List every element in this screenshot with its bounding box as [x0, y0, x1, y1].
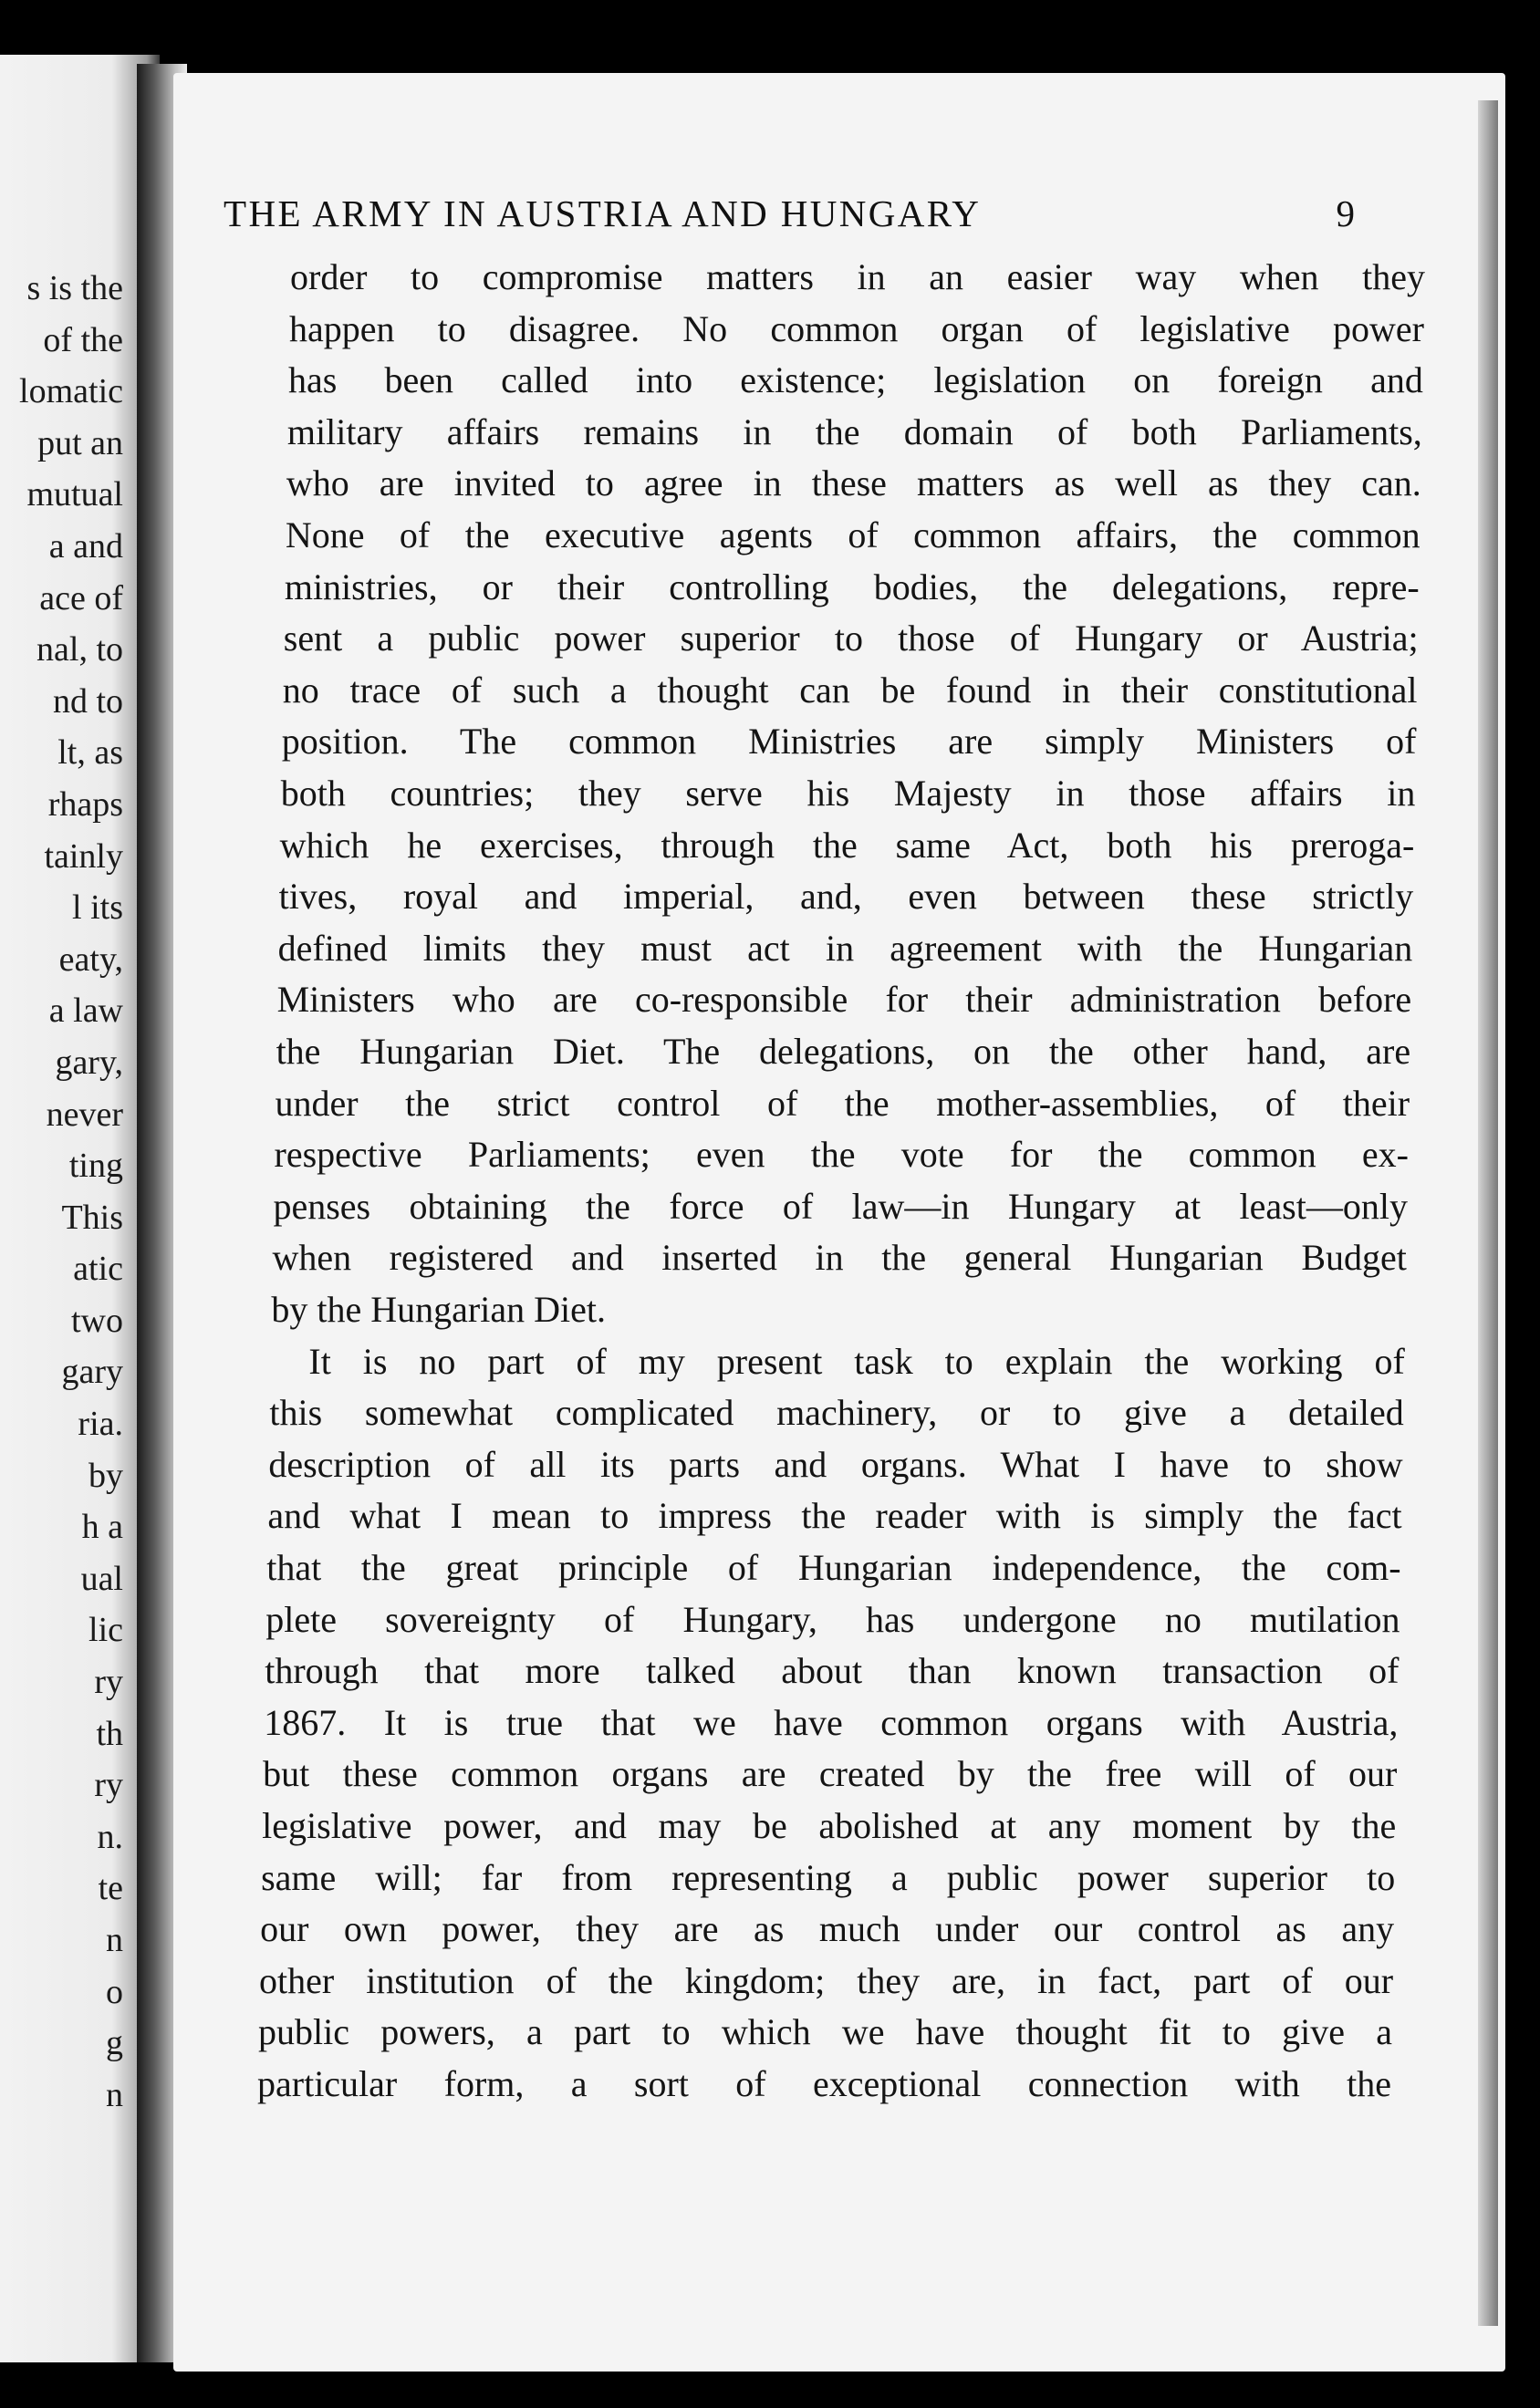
left-page-fragment: ry [94, 1766, 123, 1805]
text-line: who are invited to agree in these matters as well as they can. [286, 462, 1421, 504]
text-line: through that more talked about than known transaction of [265, 1650, 1400, 1692]
left-page-fragment: ace of [39, 578, 123, 618]
left-page-fragment: o [106, 1972, 123, 2011]
text-line: 1867. It is true that we have common organs with Austria, [264, 1701, 1399, 1743]
left-page-fragment: a law [48, 991, 123, 1031]
left-page-fragment: ry [94, 1663, 123, 1702]
text-line: description of all its parts and organs. What I have to show [268, 1443, 1403, 1485]
left-page-fragment: h a [81, 1508, 123, 1547]
left-page-fragment: lic [88, 1611, 123, 1650]
left-page-fragment: of the [43, 320, 123, 359]
text-line: and what I mean to impress the reader with is simply the fact [267, 1495, 1402, 1537]
text-line: happen to disagree. No common organ of legislative power [288, 307, 1424, 349]
left-page-fragment: te [98, 1869, 123, 1908]
text-line: None of the executive agents of common affairs, the common [285, 514, 1420, 555]
text-line: penses obtaining the force of law—in Hungary at least—only [273, 1185, 1408, 1227]
text-line: this somewhat complicated machinery, or to give a detailed [269, 1392, 1404, 1434]
text-line: It is no part of my present task to explain the working of [308, 1340, 1405, 1382]
running-header [224, 192, 1355, 246]
left-page-fragment: lt, as [57, 733, 123, 773]
left-page-text-fragments [19, 263, 123, 2121]
text-line: order to compromise matters in an easier way when they [290, 256, 1425, 297]
left-page-fragment: l its [72, 888, 123, 928]
text-line: no trace of such a thought can be found in their constitutional [282, 669, 1418, 711]
left-page-fragment: th [96, 1714, 123, 1753]
left-page-fragment: two [71, 1301, 123, 1340]
text-line: plete sovereignty of Hungary, has undergone no mutilation [265, 1598, 1400, 1640]
text-line: when registered and inserted in the general Hungarian Budget [272, 1237, 1407, 1279]
text-line: position. The common Ministries are simply Ministers of [281, 721, 1417, 763]
left-page-fragment: This [61, 1198, 123, 1237]
text-line: public powers, a part to which we have thought fit to give a [258, 2011, 1393, 2053]
left-page-fragment: g [106, 2024, 123, 2063]
text-line: both countries; they serve his Majesty in those affairs in [280, 773, 1416, 814]
text-line: ministries, or their controlling bodies, the delegations, repre- [284, 566, 1420, 607]
left-page-fragment: rhaps [47, 784, 123, 824]
text-line: particular form, a sort of exceptional connection with the [257, 2063, 1391, 2104]
left-page-fragment: mutual [26, 475, 123, 514]
left-page-fragment: ual [80, 1559, 123, 1598]
left-page-fragment: nal, to [36, 630, 123, 669]
left-page-fragment: never [46, 1095, 123, 1134]
text-line: has been called into existence; legislation on foreign and [287, 359, 1423, 401]
text-line: which he exercises, through the same Act, both his preroga- [279, 824, 1415, 866]
text-line: defined limits they must act in agreement with the Hungarian [277, 927, 1413, 969]
text-line: sent a public power superior to those of Hungary or Austria; [283, 618, 1419, 659]
left-page-fragment: n. [97, 1817, 123, 1856]
page-edge-shadow [1478, 100, 1498, 2326]
main-page [173, 73, 1505, 2372]
text-line: the Hungarian Diet. The delegations, on the other hand, are [276, 1031, 1411, 1072]
left-page-fragment: n [106, 2075, 123, 2114]
left-page-fragment: s is the [26, 269, 123, 307]
text-line: but these common organs are created by the free will of our [263, 1753, 1398, 1795]
text-line: Ministers who are co-responsible for their administration before [276, 979, 1412, 1021]
text-line: military affairs remains in the domain of both Parliaments, [286, 410, 1422, 452]
running-header-title: THE ARMY IN AUSTRIA AND HUNGARY [224, 192, 982, 234]
left-page-fragment: gary, [55, 1043, 123, 1082]
text-line: under the strict control of the mother-assemblies, of their [275, 1082, 1410, 1124]
left-page-fragment: nd to [52, 681, 123, 721]
left-page-fragment: put an [37, 423, 123, 462]
text-line: tives, royal and imperial, and, even between these strictly [278, 876, 1414, 918]
left-page-fragment: by [88, 1456, 123, 1495]
left-page-fragment: gary [61, 1353, 123, 1392]
text-line: other institution of the kingdom; they are, in fact, part of our [259, 1959, 1394, 2001]
left-page-fragment: eaty, [58, 939, 123, 979]
left-page-fragment: atic [73, 1250, 123, 1289]
left-page-fragment: ria. [78, 1405, 123, 1444]
left-page-fragment: tainly [44, 836, 123, 876]
text-line: same will; far from representing a public power superior to [261, 1856, 1396, 1898]
left-page-fragment: a and [48, 526, 123, 566]
text-line: respective Parliaments; even the vote for the common ex- [274, 1134, 1409, 1176]
left-page-fragment: ting [68, 1147, 123, 1186]
left-page-fragment: lomatic [19, 372, 123, 411]
left-facing-page [0, 55, 160, 2362]
text-line: legislative power, and may be abolished at any moment by the [262, 1805, 1397, 1846]
left-page-fragment: n [106, 1921, 123, 1959]
text-line: by the Hungarian Diet. [271, 1289, 606, 1330]
text-line: our own power, they are as much under our control as any [260, 1908, 1395, 1950]
text-line: that the great principle of Hungarian independence, the com- [266, 1547, 1401, 1588]
page-number: 9 [1336, 192, 1355, 234]
